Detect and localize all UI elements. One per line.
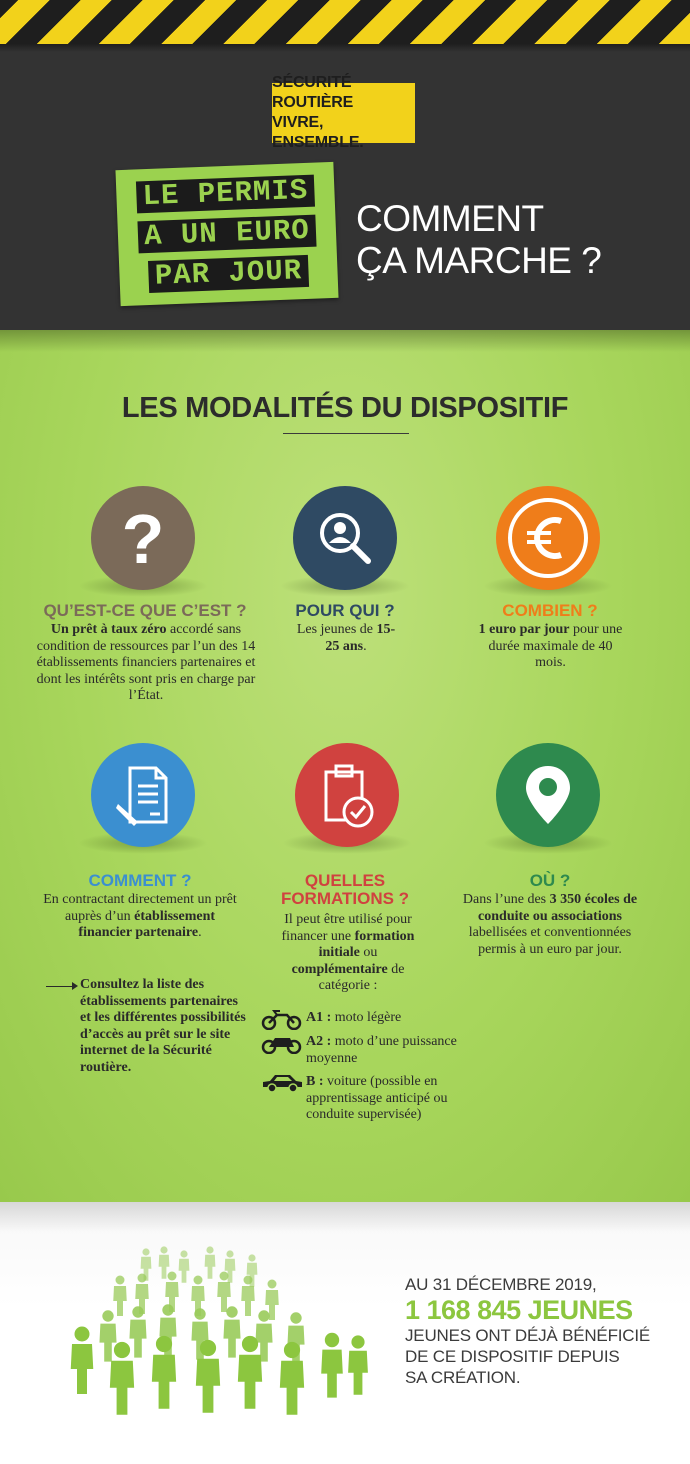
howmuch-text <box>478 622 623 672</box>
category-a2-text: moto d’une puissance moyenne <box>306 1034 457 1066</box>
how-bold: établissement financier partenaire <box>78 908 216 940</box>
stats-line-1: AU 31 DÉCEMBRE 2019, <box>405 1275 597 1294</box>
modalites-section <box>0 330 690 1202</box>
who-text <box>292 622 400 655</box>
headline <box>356 198 601 282</box>
headline-line-1: COMMENT <box>356 198 544 239</box>
howmuch-bold: 1 euro par jour <box>478 622 570 637</box>
clipboard-check-icon <box>312 760 382 830</box>
where-bold: 3 350 écoles de conduite ou associations <box>478 892 638 924</box>
what-circle <box>91 486 195 590</box>
howmuch-circle <box>496 486 600 590</box>
how-desc-before: En contractant directement un prêt auprès d’un <box>43 892 237 924</box>
where-desc-before: Dans l’une des <box>462 892 550 907</box>
question-icon <box>113 503 173 573</box>
who-bold: 15-25 ans <box>325 622 396 654</box>
category-b-text: voiture (possible en apprentissage anticipé ou conduite supervisée) <box>306 1074 448 1122</box>
trainings-title <box>265 872 425 908</box>
trainings-title-line-1: QUELLES <box>304 871 386 890</box>
how-title: COMMENT ? <box>88 871 192 890</box>
who-desc-before: Les jeunes de <box>296 622 377 637</box>
stats-count: 1 168 845 JEUNES <box>405 1295 633 1325</box>
stats-line-4: SA CRÉATION. <box>405 1368 521 1387</box>
crowd-illustration <box>60 1232 390 1464</box>
car-icon <box>260 1072 304 1094</box>
logo-line-1: LE PERMIS <box>136 175 315 214</box>
permis-logo <box>115 162 338 306</box>
category-b-label: B : <box>306 1074 324 1089</box>
logo-line-2: A UN EURO <box>138 215 317 254</box>
stats-section <box>0 1202 690 1464</box>
category-a1-label: A1 : <box>306 1010 332 1025</box>
motorbike-icon <box>260 1032 304 1054</box>
what-title: QU’EST-CE QUE C’EST ? <box>43 601 247 620</box>
light-motorbike-icon <box>260 1008 304 1030</box>
map-pin-icon <box>518 760 578 830</box>
stats-line-3: DE CE DISPOSITIF DEPUIS <box>405 1347 620 1366</box>
logo-line-3: PAR JOUR <box>148 255 308 293</box>
category-a1-text: moto légère <box>331 1010 402 1025</box>
trainings-text <box>278 912 418 995</box>
how-desc-after: . <box>198 925 202 940</box>
trainings-circle <box>295 743 399 847</box>
headline-line-2: ÇA MARCHE ? <box>356 240 602 281</box>
badge-line-2: VIVRE, ENSEMBLE. <box>272 114 364 151</box>
category-a2-label: A2 : <box>306 1034 332 1049</box>
hazard-stripe <box>0 0 690 44</box>
what-desc: accordé sans condition de ressources par l’un des 14 établissements financiers partenaires et dont les intérêts sont pris en charge par l’État. <box>36 622 256 703</box>
where-title: OÙ ? <box>529 871 571 890</box>
trainings-desc-mid: ou <box>359 945 378 960</box>
how-note: Consultez la liste des établissements partenaires et les différentes possibilités d’accès au prêt sur le site internet de la Sécurité routière. <box>80 977 246 1075</box>
document-pen-icon <box>108 760 178 830</box>
search-person-icon <box>310 503 380 573</box>
trainings-bold-2: complémentaire <box>291 961 388 977</box>
who-title: POUR QUI ? <box>295 601 395 620</box>
badge-line-1: SÉCURITÉ ROUTIÈRE <box>272 74 354 111</box>
title-divider <box>283 433 409 434</box>
howmuch-desc: pour une durée maximale de 40 mois. <box>488 622 623 670</box>
securite-routiere-badge <box>272 74 415 151</box>
how-text <box>40 892 240 942</box>
stats-line-2: JEUNES ONT DÉJÀ BÉNÉFICIÉ <box>405 1326 651 1345</box>
euro-icon <box>505 495 591 581</box>
header <box>0 0 690 330</box>
trainings-desc-before: Il peut être utilisé pour financer une <box>281 912 412 944</box>
section-title: LES MODALITÉS DU DISPOSITIF <box>121 392 569 424</box>
trainings-desc-after: de catégorie : <box>318 961 405 993</box>
how-circle <box>91 743 195 847</box>
what-bold: Un prêt à taux zéro <box>50 622 167 637</box>
where-text <box>460 892 640 958</box>
who-desc-after: . <box>363 638 367 654</box>
arrow-icon <box>72 982 78 990</box>
where-circle <box>496 743 600 847</box>
svg-text:?: ? <box>121 503 165 573</box>
what-text <box>26 622 266 705</box>
howmuch-title: COMBIEN ? <box>502 601 598 620</box>
trainings-title-line-2: FORMATIONS ? <box>280 889 410 908</box>
who-circle <box>293 486 397 590</box>
stats-text <box>405 1274 675 1388</box>
where-desc-after: labellisées et conventionnées permis à un euro par jour. <box>468 925 632 957</box>
trainings-bold-1: formation initiale <box>318 928 415 960</box>
